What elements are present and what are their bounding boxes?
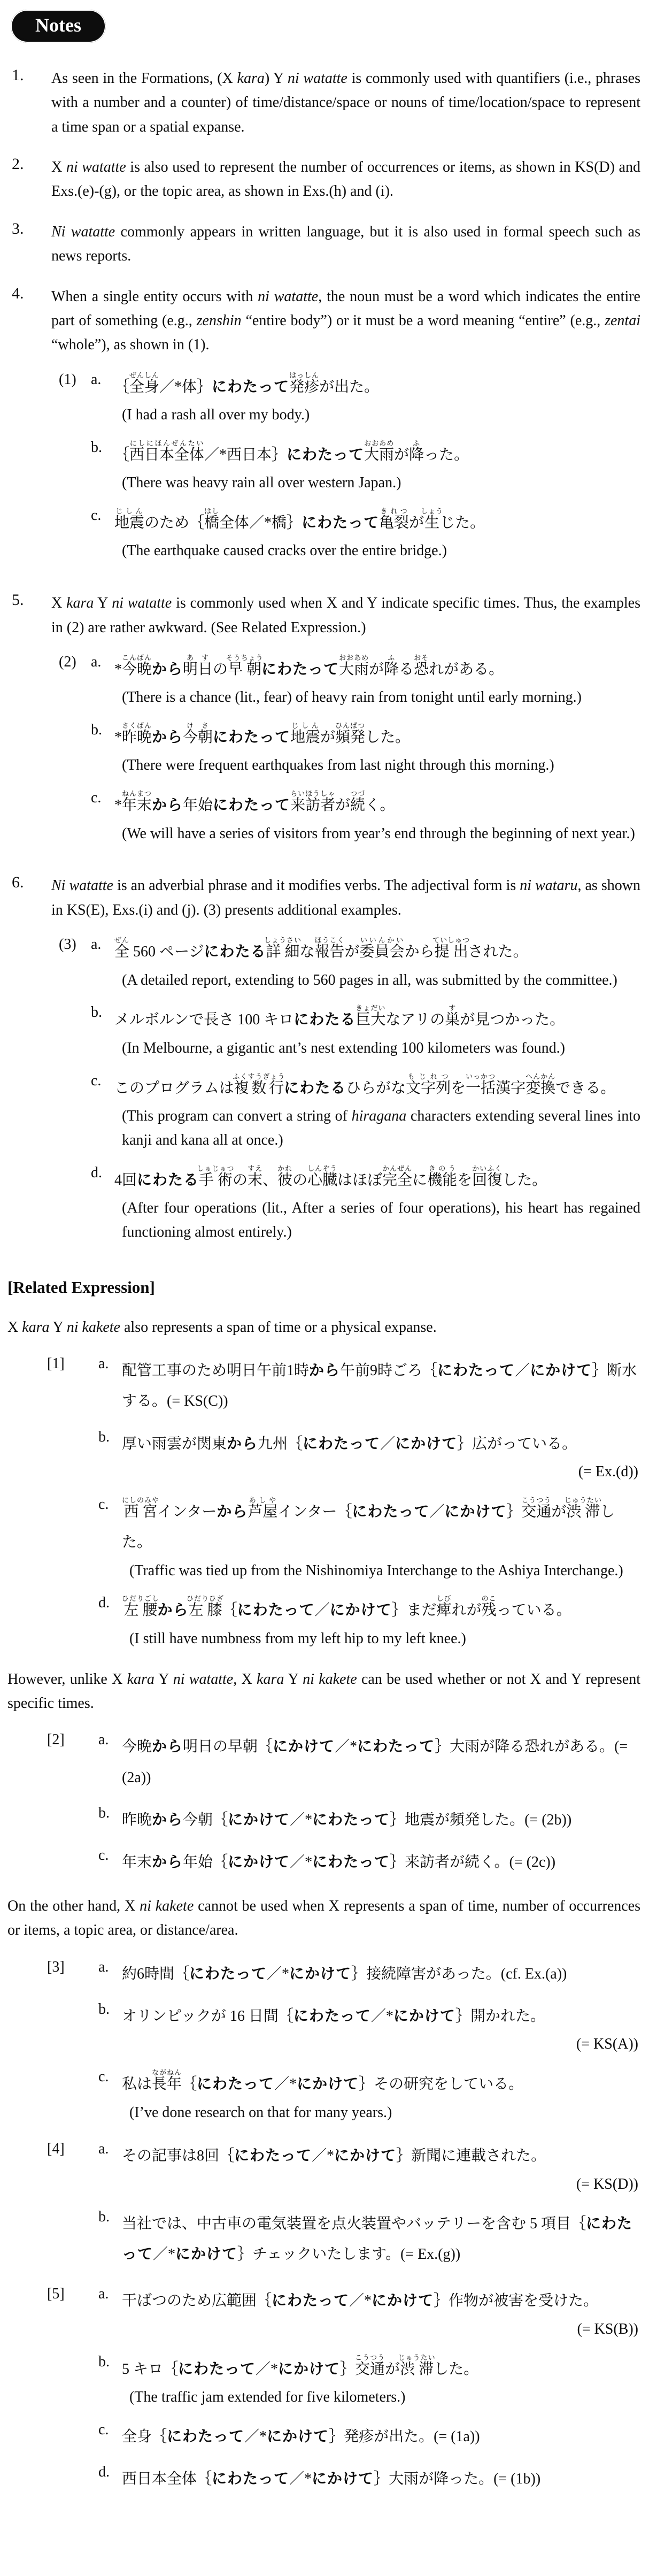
example-group-label — [59, 1004, 91, 1060]
example-group-label: (3) — [59, 936, 76, 953]
example-content — [122, 1959, 640, 1989]
example-item — [59, 654, 640, 710]
furigana-ruby: 彼かれ — [277, 1164, 293, 1189]
related-expression-header: [Related Expression] — [7, 1277, 155, 1297]
notes-list — [7, 66, 640, 1256]
furigana-ruby: 渋滞じゅうたい — [564, 1496, 602, 1520]
example-group-label: [2] — [47, 1731, 65, 1749]
furigana-ruby: 長年ながねん — [152, 2068, 182, 2093]
example-letter: b. — [98, 2208, 110, 2225]
example-japanese: 約6時間｛にわたって／*にかけて｝接続障害があった。(cf. Ex.(a)) — [122, 1965, 567, 1982]
example-content — [114, 371, 640, 427]
example-japanese: このプログラムは複数行ふくすうぎょうにわたるひらがな文字列もじれつを一括いっかつ漢字変換へんかんできる。 — [114, 1072, 616, 1097]
note-number: 4. — [12, 284, 24, 302]
example-japanese: オリンピックが 16 日間｛にわたって／*にかけて｝開かれた。 — [122, 2007, 545, 2025]
note-item — [7, 873, 640, 1256]
example-translation: (In Melbourne, a gigantic ant’s nest extending 100 kilometers was found.) — [122, 1039, 565, 1056]
note-text: Ni watatte commonly appears in written language, but it is also used in formal speech such as news reports. — [51, 223, 640, 265]
example-reference: (= KS(A)) — [576, 2036, 638, 2053]
example-item — [47, 2068, 640, 2125]
note-item — [7, 66, 640, 139]
example-item — [47, 2421, 640, 2452]
example-item — [47, 2353, 640, 2410]
furigana-ruby: 報告ほうこく — [314, 936, 345, 961]
example-japanese: 昨晩から今朝｛にかけて／*にわたって｝地震が頻発した。(= (2b)) — [122, 1812, 572, 1829]
example-group-label: [4] — [47, 2141, 65, 2158]
example-group-label — [47, 2068, 98, 2125]
example-item — [59, 1164, 640, 1245]
example-japanese: ｛全身ぜんしん／*体｝にわたって発疹はっしんが出た。 — [114, 371, 380, 395]
furigana-ruby: 昨晩さくばん — [122, 722, 152, 746]
example-letter: a. — [91, 653, 102, 670]
related-paragraph: However, unlike X kara Y ni watatte, X kara Y ni kakete can be used whether or not X and Y represent specific times. — [7, 1670, 640, 1712]
example-group-label — [47, 2421, 98, 2452]
example-reference: (= Ex.(d)) — [578, 1463, 638, 1481]
example-letter: d. — [91, 1164, 102, 1181]
related-expression-body — [7, 1315, 640, 2495]
example-translation: (I’ve done research on that for many years.) — [129, 2104, 392, 2121]
note-number: 1. — [12, 66, 24, 84]
example-translation: (A detailed report, extending to 560 pages in all, was submitted by the committee.) — [122, 971, 617, 988]
furigana-ruby: 提出ていしゅつ — [432, 936, 470, 961]
furigana-ruby: 心臓しんぞう — [307, 1164, 338, 1189]
example-item — [59, 789, 640, 846]
furigana-ruby: 複数行ふくすうぎょう — [233, 1072, 285, 1097]
example-japanese: 西日本全体｛にわたって／*にかけて｝大雨が降った。(= (1b)) — [122, 2471, 541, 2488]
example-japanese: 左腰ひだりごしから左膝ひだりひざ｛にわたって／にかけて｝まだ痺しびれが残のこっている。 — [122, 1594, 571, 1619]
note-body — [51, 66, 640, 139]
note-text: X kara Y ni watatte is commonly used when X and Y indicate specific times. Thus, the examples in (2) are rather awkward. (See Related Expression.) — [51, 595, 640, 636]
example-letter: a. — [98, 1731, 109, 1749]
furigana-ruby: 橋はし — [204, 507, 220, 531]
example-item — [47, 1594, 640, 1651]
furigana-ruby: 続つづ — [350, 789, 366, 814]
example-content — [114, 507, 640, 563]
example-item — [59, 439, 640, 495]
example-letter: a. — [91, 936, 102, 953]
example-content — [122, 1731, 640, 1793]
example-group-label — [59, 1072, 91, 1153]
example-content — [122, 1805, 640, 1835]
note-body — [51, 873, 640, 1256]
example-item — [47, 1429, 640, 1484]
example-content — [122, 2068, 640, 2125]
example-translation: (There was heavy rain all over western Japan.) — [122, 474, 401, 492]
example-item — [47, 1805, 640, 1835]
example-content — [114, 936, 640, 992]
furigana-ruby: 明日あす — [183, 653, 213, 678]
note-text: When a single entity occurs with ni watatte, the noun must be a word which indicates the entire part of something (e.g., zenshin “entire body”) or it must be a word meaning “entire” (e.g., zentai “whole”), as shown in (1). — [51, 288, 640, 354]
example-japanese: *年末ねんまつから年始にわたって来訪者らいほうしゃが続つづく。 — [114, 789, 395, 814]
notes-section-badge: Notes — [11, 10, 106, 43]
example-japanese: ｛西日本全体にしにほんぜんたい／*西日本｝にわたって大雨おおあめが降ふった。 — [114, 439, 469, 463]
related-paragraph: On the other hand, X ni kakete cannot be used when X represents a span of time, number of occurrences or items, a topic area, or distance/area. — [7, 1897, 641, 1939]
example-letter: d. — [98, 2464, 110, 2481]
furigana-ruby: 回復かいふく — [472, 1164, 503, 1189]
furigana-ruby: 詳細しょうさい — [264, 936, 302, 961]
example-translation: (Traffic was tied up from the Nishinomiya Interchange to the Ashiya Interchange.) — [129, 1562, 623, 1579]
example-group-label — [59, 722, 91, 778]
example-japanese: メルボルンで長さ 100 キロにわたる巨大きょだいなアリの巣すが見つかった。 — [114, 1004, 565, 1029]
furigana-ruby: 大雨おおあめ — [364, 439, 395, 463]
furigana-ruby: 今晩こんばん — [122, 653, 152, 678]
furigana-ruby: 恐おそ — [414, 653, 429, 678]
example-content — [114, 1164, 640, 1245]
note-text: X ni watatte is also used to represent the number of occurrences or items, as shown in KS(D) and Exs.(e)-(g), or the topic area, as shown in Exs.(h) and (i). — [51, 159, 640, 200]
example-content — [122, 2209, 640, 2270]
furigana-ruby: 西日本全体にしにほんぜんたい — [129, 439, 205, 463]
example-item — [47, 1496, 640, 1583]
example-content — [114, 789, 640, 846]
example-content — [114, 654, 640, 710]
furigana-ruby: 早朝そうちょう — [226, 653, 264, 678]
example-item — [47, 2286, 640, 2341]
note-number: 3. — [12, 219, 24, 237]
example-content — [122, 1847, 640, 1877]
example-content — [122, 2464, 640, 2494]
example-item — [47, 2141, 640, 2196]
example-item — [47, 1847, 640, 1877]
example-group-label: (2) — [59, 653, 76, 670]
furigana-ruby: 西宮にしのみや — [122, 1496, 160, 1520]
example-letter: d. — [98, 1594, 110, 1612]
furigana-ruby: 渋滞じゅうたい — [398, 2353, 436, 2378]
furigana-ruby: 左膝ひだりひざ — [187, 1594, 225, 1619]
example-item — [59, 507, 640, 563]
example-content — [114, 439, 640, 495]
note-text: Ni watatte is an adverbial phrase and it modifies verbs. The adjectival form is ni wataru, as shown in KS(E), Exs.(i) and (j). (3) presents additional examples. — [51, 877, 640, 918]
example-japanese: 5 キロ｛にわたって／*にかけて｝交通こうつうが渋滞じゅうたいした。 — [122, 2353, 479, 2378]
example-item — [59, 936, 640, 992]
example-letter: b. — [98, 2353, 110, 2370]
example-japanese: *今晩こんばんから明日あすの早朝そうちょうにわたって大雨おおあめが降ふる恐おそれがある。 — [114, 653, 504, 678]
example-letter: a. — [98, 2141, 109, 2158]
example-group-label — [47, 1594, 98, 1651]
example-group-label: (1) — [59, 371, 76, 388]
example-group-label — [47, 1847, 98, 1877]
example-item — [59, 722, 640, 778]
related-paragraph: X kara Y ni kakete also represents a span of time or a physical expanse. — [7, 1318, 437, 1336]
example-letter: b. — [91, 439, 102, 456]
note-text: As seen in the Formations, (X kara) Y ni watatte is commonly used with quantifiers (i.e., phrases with a number and a counter) of time/distance/space or nouns of time/location/space to represent a time span or a spatial expanse. — [51, 70, 640, 135]
example-japanese: 年末から年始｛にかけて／*にわたって｝来訪者が続く。(= (2c)) — [122, 1854, 556, 1871]
furigana-ruby: 降ふ — [409, 439, 424, 463]
example-group — [47, 2141, 640, 2270]
example-group — [47, 2286, 640, 2494]
example-content — [114, 1004, 640, 1060]
example-group-label — [59, 1164, 91, 1245]
example-translation: (We will have a series of visitors from year’s end through the beginning of next year.) — [122, 825, 635, 842]
example-content — [122, 2286, 640, 2341]
example-group-label: [5] — [47, 2286, 65, 2303]
example-item — [47, 2001, 640, 2057]
example-japanese: 全ぜん 560 ページにわたる詳細しょうさいな報告ほうこくが委員会いいんかいから提出ていしゅつされた。 — [114, 936, 528, 961]
example-group-label — [47, 1805, 98, 1835]
example-translation: (I still have numbness from my left hip to my left knee.) — [129, 1630, 466, 1647]
furigana-ruby: 巣す — [445, 1004, 460, 1029]
example-japanese: 地震じしんのため｛橋はし全体／*橋｝にわたって亀裂きれつが生しょうじた。 — [114, 507, 485, 531]
example-item — [47, 1959, 640, 1989]
example-letter: c. — [98, 2068, 109, 2086]
furigana-ruby: 残のこ — [481, 1594, 497, 1619]
example-letter: c. — [91, 789, 102, 807]
note-body — [51, 285, 640, 576]
example-item — [47, 1731, 640, 1793]
example-group-label — [59, 439, 91, 495]
example-japanese: 今晩から明日の早朝｛にかけて／*にわたって｝大雨が降る恐れがある。(= (2a)) — [122, 1738, 628, 1786]
furigana-ruby: 一括いっかつ — [466, 1072, 496, 1097]
example-letter: c. — [98, 2421, 109, 2438]
furigana-ruby: 亀裂きれつ — [379, 507, 410, 531]
furigana-ruby: 地震じしん — [114, 507, 145, 531]
example-translation: (There were frequent earthquakes from last night through this morning.) — [122, 757, 554, 774]
example-content — [122, 1429, 640, 1484]
furigana-ruby: 変換へんかん — [526, 1072, 556, 1097]
example-item — [59, 1072, 640, 1153]
example-group — [47, 1731, 640, 1878]
note-number: 6. — [12, 873, 24, 892]
note-body — [51, 220, 640, 269]
example-letter: a. — [91, 371, 102, 388]
example-group — [47, 1355, 640, 1651]
example-group — [59, 654, 640, 846]
example-group-label — [47, 2464, 98, 2494]
furigana-ruby: 末すえ — [248, 1164, 263, 1189]
example-content — [122, 1496, 640, 1583]
example-letter: b. — [91, 1004, 102, 1021]
note-number: 2. — [12, 155, 24, 173]
furigana-ruby: 発疹はっしん — [289, 371, 320, 395]
example-content — [122, 2421, 640, 2452]
example-item — [47, 1355, 640, 1417]
example-group-label: [1] — [47, 1355, 65, 1372]
example-letter: b. — [91, 722, 102, 739]
example-content — [114, 722, 640, 778]
furigana-ruby: 芦屋あしや — [248, 1496, 278, 1520]
furigana-ruby: 年末ねんまつ — [122, 789, 152, 814]
example-group-label — [47, 2353, 98, 2410]
example-letter: b. — [98, 1805, 110, 1822]
furigana-ruby: 巨大きょだい — [356, 1004, 386, 1029]
example-item — [59, 371, 640, 427]
example-group-label — [59, 789, 91, 846]
example-content — [122, 2353, 640, 2410]
example-translation: (There is a chance (lit., fear) of heavy rain from tonight until early morning.) — [122, 689, 582, 706]
example-translation: (The traffic jam extended for five kilometers.) — [129, 2388, 406, 2405]
example-reference: (= KS(B)) — [577, 2320, 638, 2337]
example-japanese: 私は長年ながねん｛にわたって／*にかけて｝その研究をしている。 — [122, 2068, 524, 2093]
example-japanese: *昨晩さくばんから今朝けさにわたって地震じしんが頻発ひんぱつした。 — [114, 722, 411, 746]
example-translation: (The earthquake caused cracks over the entire bridge.) — [122, 542, 447, 559]
example-group — [59, 936, 640, 1244]
furigana-ruby: 頻発ひんぱつ — [335, 722, 366, 746]
furigana-ruby: 降ふ — [384, 653, 399, 678]
example-japanese: 厚い雨雲が関東から九州｛にわたって／にかけて｝広がっている。 — [122, 1435, 577, 1452]
furigana-ruby: 全ぜん — [114, 936, 130, 961]
furigana-ruby: 全身ぜんしん — [129, 371, 160, 395]
furigana-ruby: 交通こうつう — [355, 2353, 385, 2378]
example-group — [47, 1959, 640, 2125]
example-content — [122, 1355, 640, 1417]
example-japanese: 西宮にしのみやインターから芦屋あしやインター｛にわたって／にかけて｝交通こうつうが渋滞じゅうたいした。 — [122, 1496, 615, 1551]
furigana-ruby: 交通こうつう — [521, 1496, 552, 1520]
example-group-label — [59, 507, 91, 563]
furigana-ruby: 痺しび — [436, 1594, 452, 1619]
example-japanese: 干ばつのため広範囲｛にわたって／*にかけて｝作物が被害を受けた。 — [122, 2293, 599, 2310]
note-item — [7, 591, 640, 857]
example-translation: (This program can convert a string of hiragana characters extending several lines into kanji and kana all at once.) — [122, 1107, 640, 1148]
example-letter: b. — [98, 1428, 110, 1445]
example-letter: c. — [98, 1847, 109, 1864]
furigana-ruby: 今朝けさ — [183, 722, 213, 746]
example-item — [59, 1004, 640, 1060]
example-letter: a. — [98, 2286, 109, 2303]
example-group-label — [47, 2209, 98, 2270]
example-group-label — [47, 2001, 98, 2057]
example-content — [114, 1072, 640, 1153]
furigana-ruby: 機能きのう — [427, 1164, 458, 1189]
example-japanese: 当社では、中古車の電気装置を点火装置やバッテリーを含む 5 項目｛にわたって／*にかけて｝チェックいたします。(= Ex.(g)) — [122, 2215, 633, 2263]
example-item — [47, 2209, 640, 2270]
example-group-label: [3] — [47, 1958, 65, 1975]
furigana-ruby: 委員会いいんかい — [359, 936, 405, 961]
note-item — [7, 220, 640, 269]
note-body — [51, 591, 640, 857]
furigana-ruby: 完全かんぜん — [382, 1164, 413, 1189]
example-content — [122, 2141, 640, 2196]
example-letter: b. — [98, 2000, 110, 2018]
example-letter: c. — [91, 1072, 102, 1089]
example-group-label — [47, 1429, 98, 1484]
example-letter: c. — [91, 507, 102, 524]
furigana-ruby: 来訪者らいほうしゃ — [290, 789, 336, 814]
example-reference: (= KS(D)) — [576, 2175, 638, 2192]
example-japanese: 全身｛にわたって／*にかけて｝発疹が出た。(= (1a)) — [122, 2428, 480, 2445]
furigana-ruby: 生しょう — [421, 507, 444, 531]
furigana-ruby: 地震じしん — [290, 722, 321, 746]
example-letter: c. — [98, 1496, 109, 1513]
note-item — [7, 285, 640, 576]
note-body — [51, 155, 640, 204]
example-item — [47, 2464, 640, 2494]
example-translation: (After four operations (lit., After a series of four operations), his heart has regained functioning almost entirely.) — [122, 1199, 640, 1240]
furigana-ruby: 文字列もじれつ — [406, 1072, 451, 1097]
example-japanese: 4回にわたる手術しゅじゅつの末すえ、彼かれの心臓しんぞうはほぼ完全かんぜんに機能きのうを回復かいふくした。 — [114, 1164, 547, 1189]
furigana-ruby: 手術しゅじゅつ — [197, 1164, 235, 1189]
furigana-ruby: 大雨おおあめ — [339, 653, 369, 678]
example-japanese: その記事は8回｛にわたって／*にかけて｝新聞に連載された。 — [122, 2148, 546, 2165]
note-item — [7, 155, 640, 204]
example-content — [122, 1594, 640, 1651]
note-number: 5. — [12, 591, 24, 609]
furigana-ruby: 左腰ひだりごし — [122, 1594, 160, 1619]
example-translation: (I had a rash all over my body.) — [122, 406, 310, 423]
example-group — [59, 371, 640, 564]
example-japanese: 配管工事のため明日午前1時から午前9時ごろ｛にわたって／にかけて｝断水する。(= KS(C)) — [122, 1362, 637, 1410]
example-content — [122, 2001, 640, 2057]
example-letter: a. — [98, 1958, 109, 1975]
example-group-label — [47, 1496, 98, 1583]
example-letter: a. — [98, 1355, 109, 1372]
